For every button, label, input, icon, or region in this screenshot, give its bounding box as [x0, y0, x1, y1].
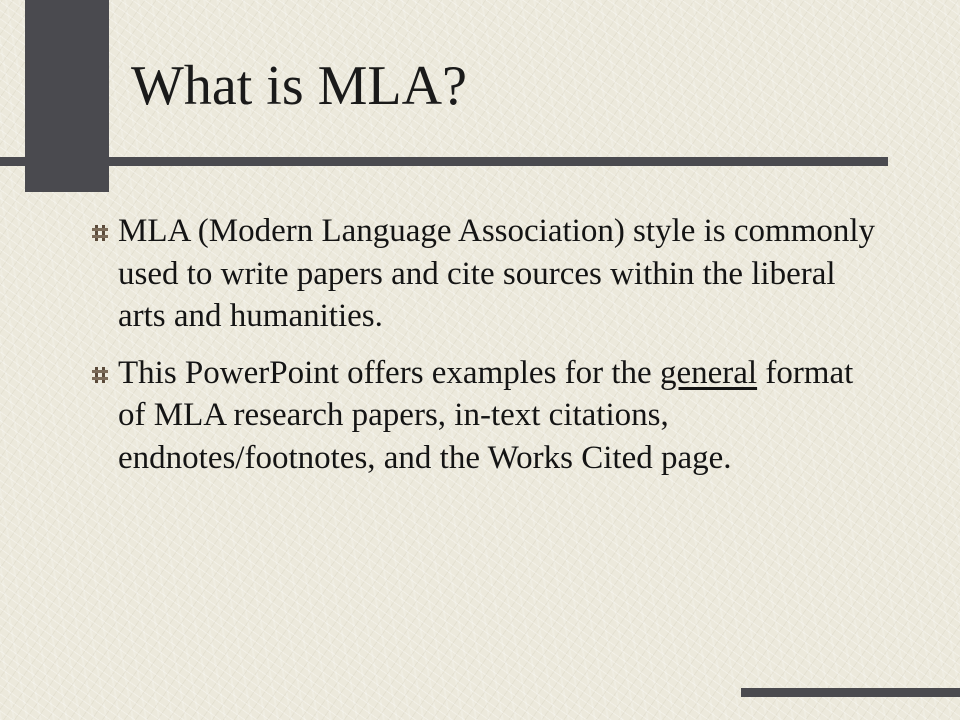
bullet-list	[86, 210, 876, 493]
bullet-item-2	[86, 352, 876, 480]
bullet-item-1	[86, 210, 876, 338]
hash-bullet-icon	[92, 225, 108, 241]
bullet-text-after: format of MLA research papers, in-text citations, endnotes/footnotes, and the Works Cited page.	[118, 354, 854, 476]
bottom-right-rule	[741, 688, 960, 697]
bullet-text-before: This PowerPoint offers examples for the	[118, 354, 660, 391]
slide-title: What is MLA?	[131, 55, 467, 117]
underlined-word: general	[659, 354, 758, 391]
title-underline-rule	[0, 157, 888, 166]
hash-bullet-icon	[92, 367, 108, 383]
bullet-text: MLA (Modern Language Association) style is commonly used to write papers and cite sources within the liberal arts and humanities.	[118, 213, 876, 334]
